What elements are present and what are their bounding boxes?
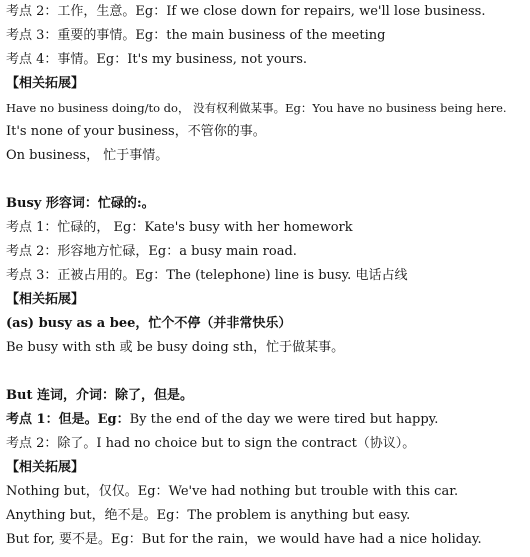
text-line: Have no business doing/to do， 没有权利做某事。Eg：You have no business being here. [6, 101, 507, 115]
section-heading: 【相关拓展】 [6, 76, 85, 91]
text-line: Nothing but，仅仅。Eg：We've had nothing but trouble with this car. [6, 484, 459, 499]
text-line: 考点 2：形容地方忙碌，Eg：a busy main road. [6, 244, 297, 259]
section-heading: 【相关拓展】 [6, 460, 85, 475]
section-heading: 【相关拓展】 [6, 292, 85, 307]
text-line: On business， 忙于事情。 [6, 148, 169, 163]
text-line: 考点 3：正被占用的。Eg：The (telephone) line is busy. 电话占线 [6, 268, 408, 283]
text-line: 考点 3：重要的事情。Eg：the main business of the meeting [6, 28, 386, 43]
text-line [6, 411, 438, 429]
text-line: But for, 要不是。Eg：But for the rain，we would have had a nice holiday. [6, 532, 482, 547]
text-line: Be busy with sth 或 be busy doing sth，忙于做某事。 [6, 340, 345, 355]
text-line: 考点 2：工作，生意。Eg：If we close down for repairs, we'll lose business. [6, 4, 486, 19]
key-point-label: 考点 1：但是。Eg： [6, 412, 130, 427]
entry-heading-but: But 连词，介词：除了，但是。 [6, 388, 193, 403]
text-line: 考点 1：忙碌的， Eg：Kate's busy with her homework [6, 220, 353, 235]
text-line: 考点 4：事情。Eg：It's my business, not yours. [6, 52, 308, 67]
text-line: 考点 2：除了。I had no choice but to sign the contract（协议）。 [6, 436, 416, 451]
text-line: It's none of your business，不管你的事。 [6, 124, 266, 139]
text-line: Anything but，绝不是。Eg：The problem is anything but easy. [6, 508, 411, 523]
example-text: By the end of the day we were tired but happy. [129, 412, 439, 427]
entry-heading-busy: Busy 形容词：忙碌的:。 [6, 196, 155, 211]
text-line: (as) busy as a bee，忙个不停（并非常快乐） [6, 316, 292, 331]
